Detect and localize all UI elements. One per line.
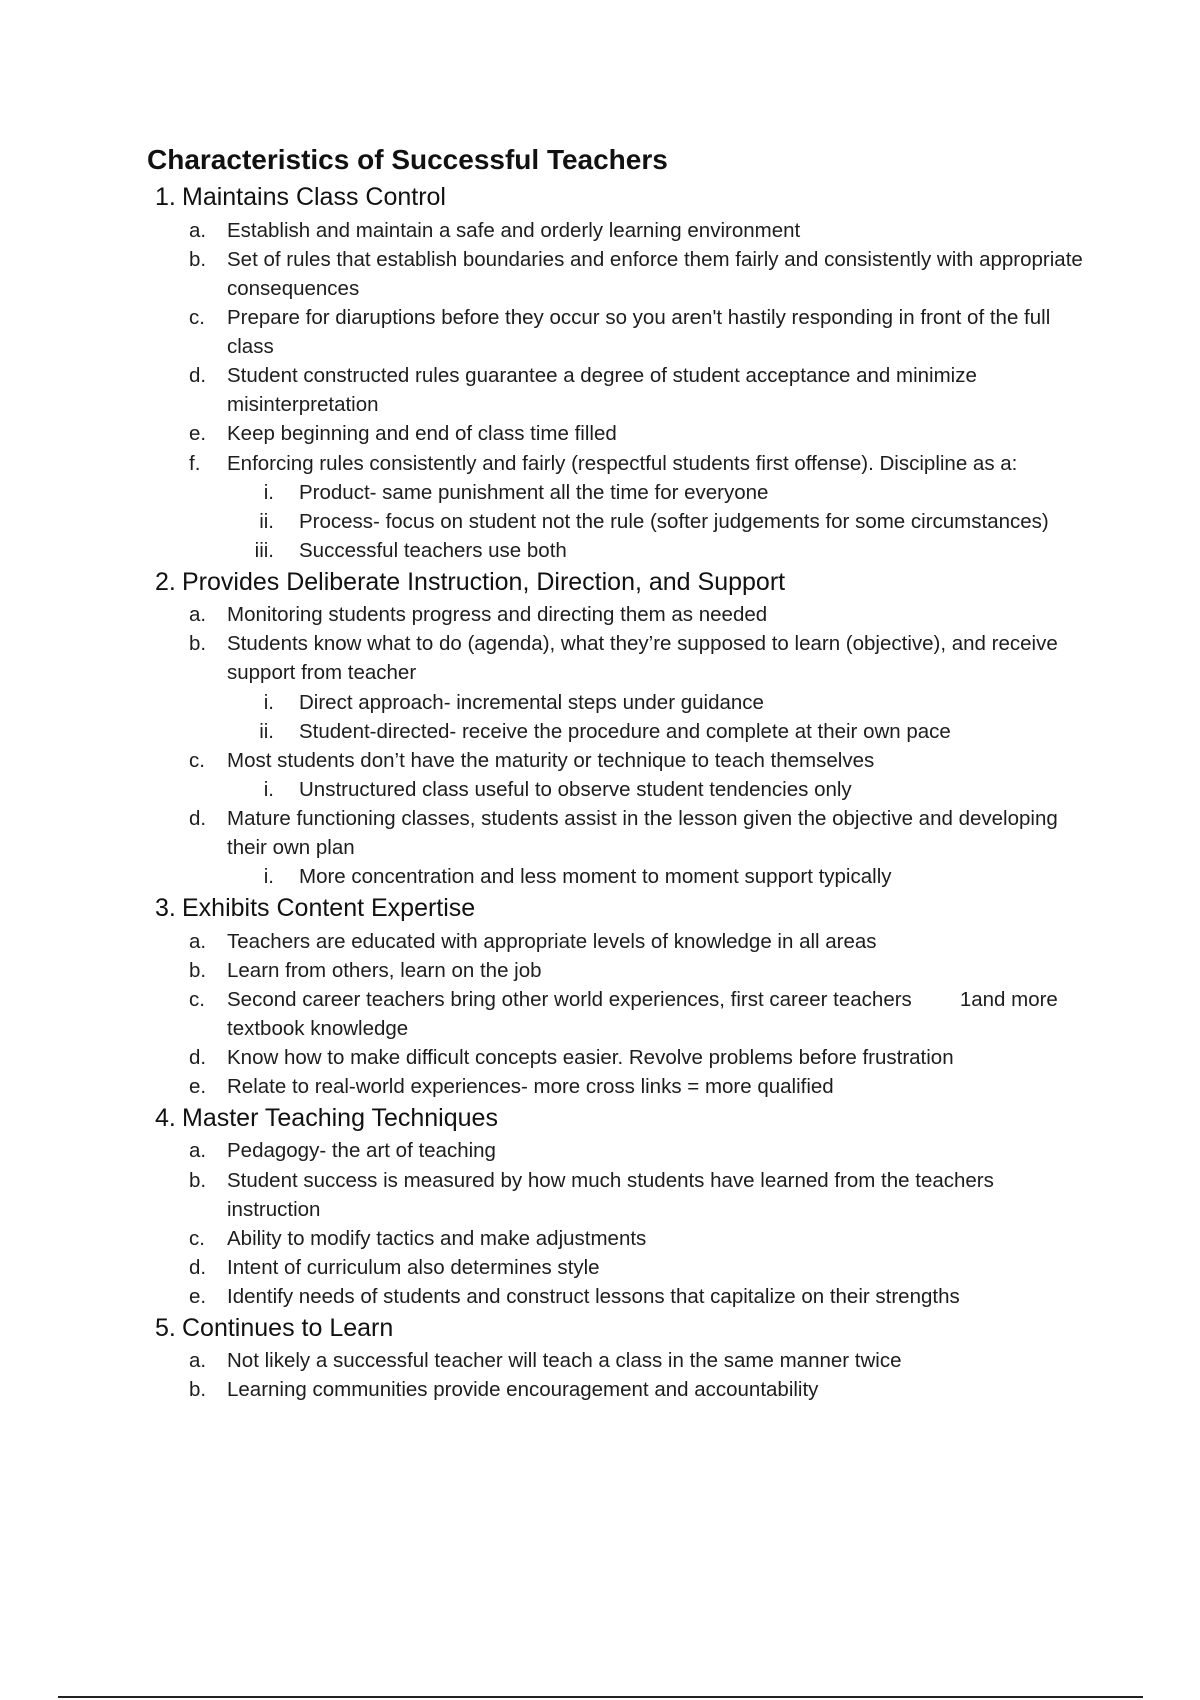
section-number: 2. bbox=[155, 567, 176, 596]
sub-list-item-marker: i. bbox=[263, 777, 274, 801]
list-item bbox=[147, 419, 1097, 448]
list-item-text: Set of rules that establish boundaries and enforce them fairly and consistently with appropriate consequences bbox=[227, 247, 1083, 300]
list-item-text: Ability to modify tactics and make adjustments bbox=[227, 1226, 647, 1250]
sub-list-item bbox=[147, 688, 1097, 717]
section-heading-text: Exhibits Content Expertise bbox=[182, 894, 476, 923]
list-item-text: Mature functioning classes, students assist in the lesson given the objective and developing their own plan bbox=[227, 806, 1058, 860]
sub-list-item-marker: i. bbox=[263, 865, 274, 889]
sub-list-item-marker: ii. bbox=[259, 509, 274, 533]
section-number: 4. bbox=[155, 1104, 176, 1133]
sub-list-item-text: Student-directed- receive the procedure and complete at their own pace bbox=[299, 719, 951, 743]
list-item-marker: e. bbox=[189, 1285, 207, 1308]
list-item-text: Student constructed rules guarantee a degree of student acceptance and minimize misinterpretation bbox=[227, 364, 977, 417]
list-item-text: Not likely a successful teacher will teach a class in the same manner twice bbox=[227, 1349, 902, 1373]
list-item-text: Intent of curriculum also determines style bbox=[227, 1255, 600, 1279]
list-item-marker: d. bbox=[189, 1255, 207, 1279]
sub-list-item bbox=[147, 775, 1097, 804]
list-item-text-part: 1and more textbook knowledge bbox=[227, 987, 1058, 1040]
section-heading bbox=[147, 567, 1097, 598]
section-4 bbox=[147, 1103, 1097, 1311]
list-item-text: Keep beginning and end of class time filled bbox=[227, 422, 617, 446]
list-item bbox=[147, 1043, 1097, 1072]
sub-list-item-text: Process- focus on student not the rule (softer judgements for some circumstances) bbox=[299, 509, 1049, 533]
sub-list-item-text: More concentration and less moment to moment support typically bbox=[299, 865, 892, 889]
list-item-marker: c. bbox=[189, 305, 205, 329]
document-page bbox=[147, 142, 1097, 1405]
list-item-text: Monitoring students progress and directing them as needed bbox=[227, 603, 768, 627]
section-heading bbox=[147, 893, 1097, 924]
list-item-marker: c. bbox=[189, 1226, 205, 1250]
list-item-marker: f. bbox=[189, 451, 201, 475]
list-item bbox=[147, 629, 1097, 687]
list-item-marker: a. bbox=[189, 218, 207, 242]
list-item bbox=[147, 1375, 1097, 1404]
list-item-text: Establish and maintain a safe and orderly learning environment bbox=[227, 218, 801, 242]
list-item-marker: d. bbox=[189, 364, 207, 388]
section-heading-text: Provides Deliberate Instruction, Direction, and Support bbox=[182, 567, 786, 596]
list-item bbox=[147, 1136, 1097, 1165]
list-item-marker: a. bbox=[189, 929, 207, 953]
list-item bbox=[147, 1224, 1097, 1253]
list-item bbox=[147, 956, 1097, 985]
section-heading-text: Maintains Class Control bbox=[182, 183, 446, 212]
list-item-text-part: Second career teachers bring other world experiences, first career teachers bbox=[227, 987, 912, 1011]
section-3 bbox=[147, 893, 1097, 1101]
section-2 bbox=[147, 567, 1097, 891]
list-item-marker: d. bbox=[189, 1045, 207, 1069]
sub-list-item-text: Successful teachers use both bbox=[299, 538, 567, 562]
list-item-marker: b. bbox=[189, 1378, 207, 1402]
list-item-text: Relate to real-world experiences- more cross links = more qualified bbox=[227, 1075, 834, 1099]
section-number: 3. bbox=[155, 894, 176, 923]
sub-list-item-marker: iii. bbox=[254, 538, 274, 562]
list-item-text: Prepare for diaruptions before they occur so you aren't hastily responding in front of the full class bbox=[227, 305, 1051, 359]
list-item-marker: c. bbox=[189, 748, 205, 772]
section-heading-text: Master Teaching Techniques bbox=[182, 1104, 498, 1133]
sub-list-item bbox=[147, 536, 1097, 565]
list-item-marker: e. bbox=[189, 1075, 207, 1099]
list-item-marker: a. bbox=[189, 1139, 207, 1163]
list-item-marker: a. bbox=[189, 1349, 207, 1373]
list-item bbox=[147, 1253, 1097, 1282]
list-item bbox=[147, 1346, 1097, 1375]
list-item-marker: b. bbox=[189, 632, 207, 656]
list-item-text: Student success is measured by how much students have learned from the teachers instruction bbox=[227, 1168, 994, 1221]
section-heading bbox=[147, 182, 1097, 213]
list-item-marker: a. bbox=[189, 603, 207, 627]
list-item bbox=[147, 600, 1097, 629]
section-heading bbox=[147, 1103, 1097, 1134]
list-item-marker: c. bbox=[189, 987, 205, 1011]
list-item bbox=[147, 245, 1097, 303]
sub-list-item bbox=[147, 717, 1097, 746]
sub-list-item-text: Unstructured class useful to observe student tendencies only bbox=[299, 777, 852, 801]
sub-list-item-marker: ii. bbox=[259, 719, 274, 743]
section-heading bbox=[147, 1313, 1097, 1344]
section-5 bbox=[147, 1313, 1097, 1404]
list-item-text bbox=[227, 985, 1097, 1043]
list-item-text: Identify needs of students and construct lessons that capitalize on their strengths bbox=[227, 1285, 960, 1308]
section-1 bbox=[147, 182, 1097, 565]
section-list bbox=[147, 182, 1097, 1404]
list-item bbox=[147, 1072, 1097, 1101]
list-item bbox=[147, 985, 1097, 1043]
list-item-text: Learning communities provide encouragement and accountability bbox=[227, 1378, 819, 1402]
list-item-marker: d. bbox=[189, 806, 207, 830]
sub-list-item bbox=[147, 478, 1097, 507]
list-item-marker: b. bbox=[189, 1168, 207, 1192]
list-item bbox=[147, 449, 1097, 478]
sub-list-item bbox=[147, 862, 1097, 891]
footer-divider bbox=[58, 1696, 1143, 1698]
sub-list-item-text: Direct approach- incremental steps under guidance bbox=[299, 690, 764, 714]
list-item bbox=[147, 1282, 1097, 1311]
list-item bbox=[147, 361, 1097, 419]
list-item bbox=[147, 746, 1097, 775]
list-item-text: Most students don’t have the maturity or technique to teach themselves bbox=[227, 748, 875, 772]
list-item-text: Learn from others, learn on the job bbox=[227, 958, 542, 982]
list-item-marker: b. bbox=[189, 247, 207, 271]
list-item bbox=[147, 927, 1097, 956]
section-number: 1. bbox=[155, 183, 176, 212]
list-item-text: Pedagogy- the art of teaching bbox=[227, 1139, 496, 1163]
list-item-text: Enforcing rules consistently and fairly (respectful students first offense). Discipline as a: bbox=[227, 451, 1018, 475]
page-title: Characteristics of Successful Teachers bbox=[147, 144, 668, 175]
sub-list-item-marker: i. bbox=[263, 690, 274, 714]
section-heading-text: Continues to Learn bbox=[182, 1314, 394, 1343]
sub-list-item-text: Product- same punishment all the time for everyone bbox=[299, 480, 769, 504]
list-item bbox=[147, 216, 1097, 245]
list-item-marker: e. bbox=[189, 422, 207, 446]
sub-list-item bbox=[147, 507, 1097, 536]
list-item bbox=[147, 804, 1097, 862]
section-number: 5. bbox=[155, 1314, 176, 1343]
list-item bbox=[147, 303, 1097, 361]
list-item-text: Know how to make difficult concepts easier. Revolve problems before frustration bbox=[227, 1045, 954, 1069]
list-item-marker: b. bbox=[189, 958, 207, 982]
list-item bbox=[147, 1166, 1097, 1224]
sub-list-item-marker: i. bbox=[263, 480, 274, 504]
list-item-text: Teachers are educated with appropriate levels of knowledge in all areas bbox=[227, 929, 877, 953]
list-item-text: Students know what to do (agenda), what they’re supposed to learn (objective), and receive support from teacher bbox=[227, 632, 1058, 685]
